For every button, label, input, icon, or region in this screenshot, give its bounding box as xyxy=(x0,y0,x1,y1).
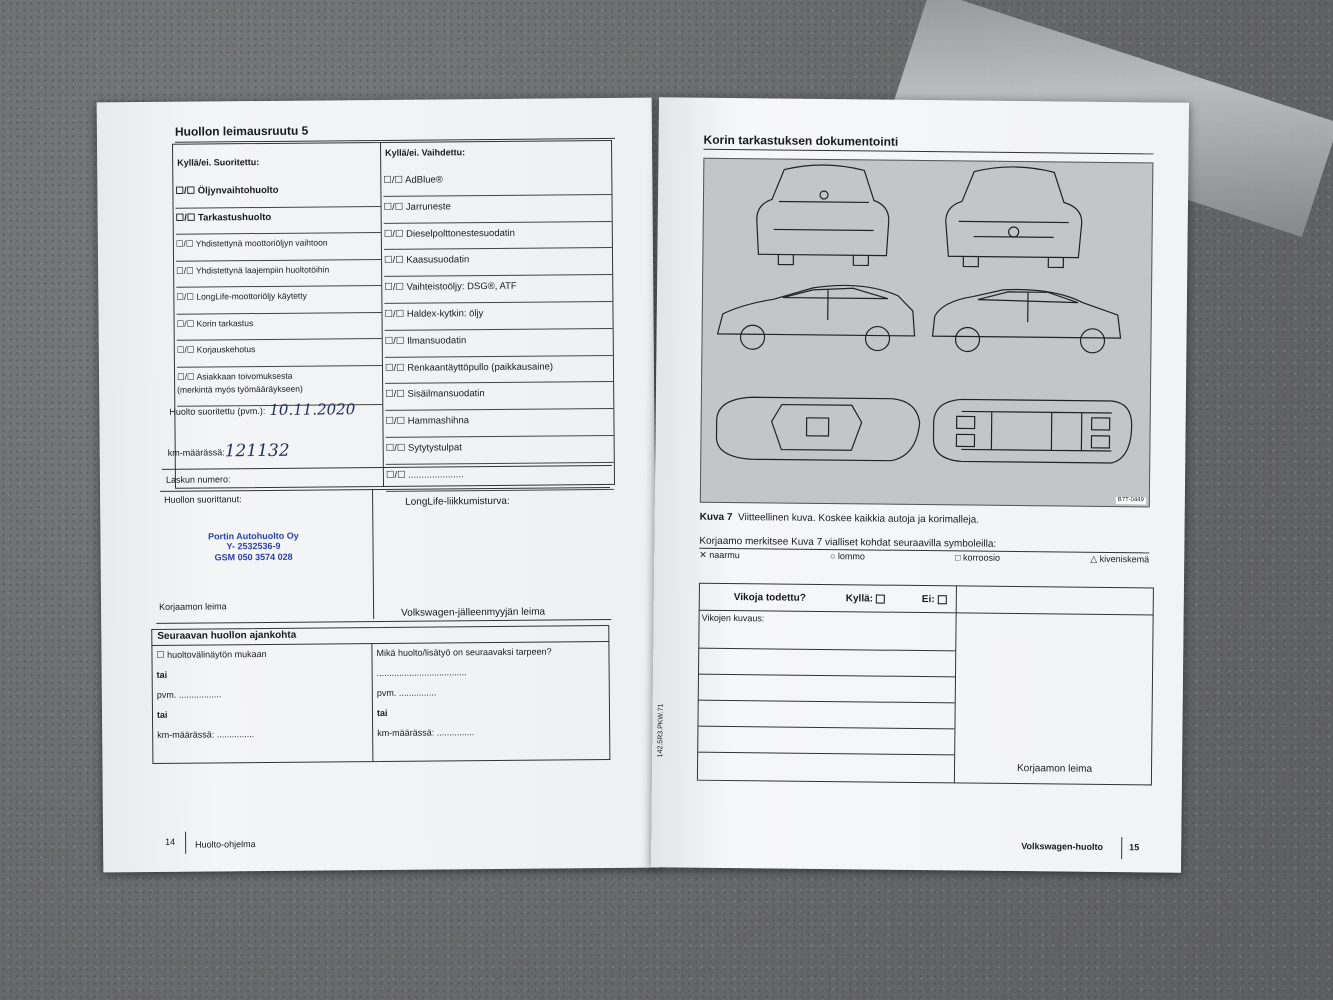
col2-item: ☐/☐ Sisäilmansuodatin xyxy=(385,382,613,411)
km-label: km-määrässä: xyxy=(167,447,225,458)
right-page-footer: Volkswagen-huolto xyxy=(1021,841,1104,852)
car-figure xyxy=(700,158,1154,508)
left-page-title: Huollon leimausruutu 5 xyxy=(174,123,309,139)
col1-item: ☐/☐ Korjauskehotus xyxy=(177,339,382,367)
dealer-stamp-label: Volkswagen-jälleenmyyjän leima xyxy=(401,606,546,619)
col2-header: Kyllä/ei. Vaihdettu: xyxy=(385,147,466,158)
col1-item: ☐/☐ Öljynvaihtohuolto xyxy=(175,180,380,208)
next-service-line: tai xyxy=(376,707,388,719)
no-checkbox-icon xyxy=(937,595,946,604)
figure-caption: Kuva 7 Viitteellinen kuva. Koskee kaikkia autoja ja korimalleja. xyxy=(699,511,980,526)
service-date-value: 10.11.2020 xyxy=(269,400,356,419)
no-checkbox[interactable]: Ei: xyxy=(922,594,950,606)
col2-item: ☐/☐ Jarruneste xyxy=(383,195,611,224)
col1-item: ☐/☐ Yhdistettynä moottoriöljyn vaihtoon xyxy=(176,233,381,261)
next-service-line: ☐ huoltovälinäytön mukaan xyxy=(156,648,267,660)
col2-item: ☐/☐ Vaihteistoöljy: DSG®, ATF xyxy=(384,275,612,304)
side-code: 142.5R3.PKW.71 xyxy=(657,703,665,758)
next-service-title: Seuraavan huollon ajankohta xyxy=(157,629,297,642)
col2-item: ☐/☐ AdBlue® xyxy=(383,168,611,197)
symbol-corrosion: □ korroosio xyxy=(955,552,1001,563)
next-service-line: km-määrässä: ............... xyxy=(157,729,255,740)
symbol-chip: △ kiveniskemä xyxy=(1090,553,1150,565)
next-service-line: km-määrässä: ............... xyxy=(377,727,475,739)
col2-item: ☐/☐ Dieselpolttonestesuodatin xyxy=(384,222,612,251)
right-page-title: Korin tarkastuksen dokumentointi xyxy=(703,132,899,149)
performed-by-label: Huollon suorittanut: xyxy=(164,494,242,505)
longlife-label: LongLife-liikkumisturva: xyxy=(405,495,510,508)
col1-item: ☐/☐ Korin tarkastus xyxy=(177,312,382,340)
next-service-line: .................................... xyxy=(376,667,467,679)
symbol-scratch: ✕ naarmu xyxy=(699,549,740,561)
col1-item: ☐/☐ LongLife-moottoriöljy käytetty xyxy=(176,286,381,314)
col2-item: ☐/☐ Sytytystulpat xyxy=(386,436,614,465)
col1-item: (merkintä myös työmääräykseen) xyxy=(177,378,382,406)
col2-item: ☐/☐ Ilmansuodatin xyxy=(385,329,613,358)
workshop-stamp-label: Korjaamon leima xyxy=(159,601,227,612)
right-page-number: 15 xyxy=(1129,842,1140,853)
defects-found-label: Vikoja todettu? xyxy=(733,592,806,604)
next-service-line: tai xyxy=(156,669,168,680)
next-service-line: pvm. ................. xyxy=(156,689,222,700)
col2-item: ☐/☐ Renkaantäyttöpullo (paikkausaine) xyxy=(385,356,613,385)
yes-checkbox[interactable]: Kyllä: xyxy=(846,593,888,605)
km-value: 121132 xyxy=(224,440,290,462)
right-page xyxy=(651,97,1189,873)
right-workshop-stamp-label: Korjaamon leima xyxy=(1016,763,1093,775)
invoice-label: Laskun numero: xyxy=(165,474,231,485)
symbol-dent: ○ lommo xyxy=(829,551,866,562)
col2-list xyxy=(383,168,614,492)
left-page-footer: Huolto-ohjelma xyxy=(195,839,256,850)
col1-item: ☐/☐ Tarkastushuolto xyxy=(176,206,381,234)
col2-item: ☐/☐ Haldex-kytkin: öljy xyxy=(384,302,612,331)
figure-code: B7T-0449 xyxy=(1116,497,1146,505)
symbols-intro: Korjaamo merkitsee Kuva 7 vialliset kohdat seuraavilla symboleilla: xyxy=(699,535,997,550)
description-label: Vikojen kuvaus: xyxy=(701,612,765,624)
next-service-line: Mikä huolto/lisätyö on seuraavaksi tarpeen? xyxy=(376,646,552,659)
yes-checkbox-icon xyxy=(876,594,885,603)
service-date-label: Huolto suoritettu (pvm.): xyxy=(169,405,266,417)
next-service-line: tai xyxy=(156,709,168,720)
col2-item: ☐/☐ Hammashihna xyxy=(385,409,613,438)
car-outlines xyxy=(701,159,1155,509)
col2-item: ☐/☐ ..................... xyxy=(386,463,614,492)
col1-header: Kyllä/ei. Suoritettu: xyxy=(177,157,260,168)
next-left-list xyxy=(156,648,367,750)
col1-item: ☐/☐ Asiakkaan toivomuksesta xyxy=(176,370,293,382)
left-page-number: 14 xyxy=(165,836,176,847)
next-right-list xyxy=(376,646,607,748)
col1-item: ☐/☐ Yhdistettynä laajempiin huoltotöihin xyxy=(176,259,381,287)
col1-list xyxy=(175,180,382,407)
left-page xyxy=(97,98,659,873)
workshop-stamp: Portin Autohuolto Oy Y- 2532536-9 GSM 050 3574 028 xyxy=(208,530,299,563)
next-service-line: pvm. ............... xyxy=(376,687,437,699)
col2-item: ☐/☐ Kaasusuodatin xyxy=(384,248,612,277)
